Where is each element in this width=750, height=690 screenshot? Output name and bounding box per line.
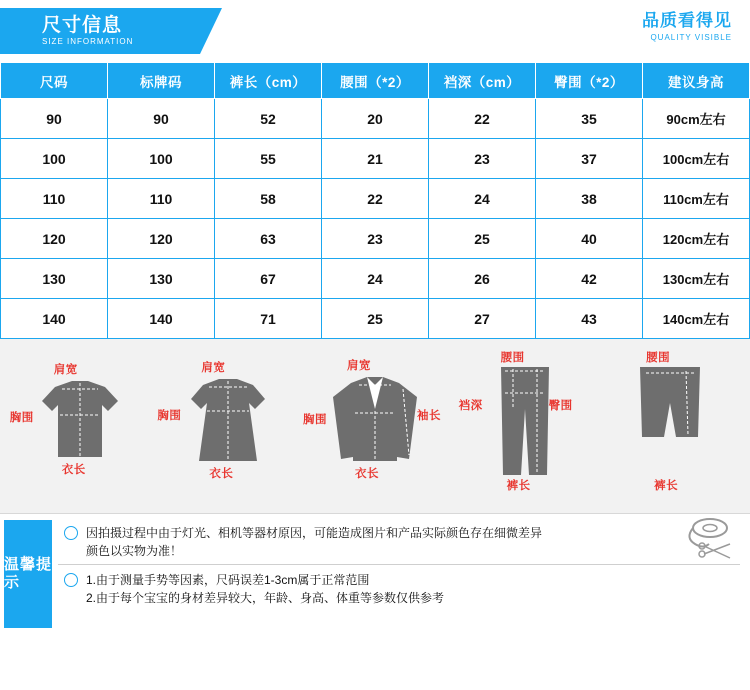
slogan-cn: 品质看得见	[642, 11, 732, 30]
note-line: 因拍摄过程中由于灯光、相机等器材原因，可能造成图片和产品实际颜色存在细微差异	[86, 526, 543, 540]
label-bust: 胸围	[9, 411, 34, 424]
table-cell: 120	[1, 219, 108, 259]
table-cell: 24	[429, 179, 536, 219]
table-cell: 120cm左右	[643, 219, 750, 259]
table-cell: 40	[536, 219, 643, 259]
table-cell: 110	[1, 179, 108, 219]
bullet-circle-icon	[64, 526, 78, 540]
header-slogan	[642, 10, 732, 43]
table-cell: 43	[536, 299, 643, 339]
bullet-circle-icon	[64, 573, 78, 587]
table-cell: 130	[108, 259, 215, 299]
diagram-tshirt	[10, 349, 150, 504]
table-cell: 27	[429, 299, 536, 339]
notes-body	[52, 514, 750, 634]
table-cell: 130	[1, 259, 108, 299]
table-cell: 55	[215, 139, 322, 179]
table-column-header: 裤长（cm）	[215, 63, 322, 99]
table-cell: 42	[536, 259, 643, 299]
table-cell: 58	[215, 179, 322, 219]
diagram-jacket	[302, 349, 445, 504]
table-cell: 140cm左右	[643, 299, 750, 339]
table-column-header: 建议身高	[643, 63, 750, 99]
table-row	[1, 219, 750, 259]
page-title-en: SIZE INFORMATION	[42, 37, 134, 46]
label-shoulder: 肩宽	[201, 361, 226, 374]
note-item	[58, 518, 740, 564]
table-cell: 120	[108, 219, 215, 259]
label-sleeve: 袖长	[416, 409, 441, 422]
table-row	[1, 139, 750, 179]
table-cell: 24	[322, 259, 429, 299]
table-cell: 22	[322, 179, 429, 219]
header-title-band	[0, 8, 200, 54]
notes-label: 温馨提示	[4, 520, 52, 628]
table-header-row	[1, 63, 750, 99]
diagram-shorts	[600, 349, 740, 504]
table-cell: 67	[215, 259, 322, 299]
table-cell: 90cm左右	[643, 99, 750, 139]
table-cell: 26	[429, 259, 536, 299]
table-cell: 90	[108, 99, 215, 139]
label-shoulder: 肩宽	[346, 359, 371, 372]
label-length: 衣长	[354, 467, 379, 480]
tape-measure-scissors-icon	[674, 516, 744, 564]
table-cell: 35	[536, 99, 643, 139]
table-cell: 22	[429, 99, 536, 139]
table-cell: 20	[322, 99, 429, 139]
measurement-diagrams	[0, 339, 750, 514]
table-column-header: 腰围（*2）	[322, 63, 429, 99]
label-length: 裤长	[654, 479, 679, 492]
table-cell: 100cm左右	[643, 139, 750, 179]
table-row	[1, 179, 750, 219]
table-row	[1, 299, 750, 339]
table-cell: 23	[429, 139, 536, 179]
note-text	[86, 524, 542, 560]
table-cell: 25	[429, 219, 536, 259]
note-text	[86, 571, 444, 607]
table-cell: 140	[108, 299, 215, 339]
table-cell: 100	[108, 139, 215, 179]
table-column-header: 臀围（*2）	[536, 63, 643, 99]
note-line: 1.由于测量手势等因素，尺码误差1-3cm属于正常范围	[86, 573, 370, 587]
label-waist: 腰围	[646, 351, 671, 364]
page-header	[0, 0, 750, 62]
notes-section	[0, 514, 750, 634]
label-bust: 胸围	[302, 413, 327, 426]
label-hip: 臀围	[548, 399, 573, 412]
label-length: 衣长	[209, 467, 234, 480]
diagram-long-pants	[453, 349, 593, 504]
table-cell: 100	[1, 139, 108, 179]
table-cell: 130cm左右	[643, 259, 750, 299]
slogan-en: QUALITY VISIBLE	[650, 33, 732, 42]
table-cell: 21	[322, 139, 429, 179]
note-item	[58, 564, 740, 611]
diagram-dress	[157, 349, 297, 504]
label-bust: 胸围	[157, 409, 182, 422]
table-column-header: 裆深（cm）	[429, 63, 536, 99]
note-line: 2.由于每个宝宝的身材差异较大，年龄、身高、体重等参数仅供参考	[86, 591, 445, 605]
table-cell: 38	[536, 179, 643, 219]
table-row	[1, 99, 750, 139]
table-cell: 63	[215, 219, 322, 259]
table-cell: 110cm左右	[643, 179, 750, 219]
label-shoulder: 肩宽	[53, 363, 78, 376]
size-table	[0, 62, 750, 339]
table-cell: 37	[536, 139, 643, 179]
tshirt-icon	[10, 349, 150, 504]
table-cell: 140	[1, 299, 108, 339]
note-line: 颜色以实物为准！	[86, 544, 183, 558]
table-cell: 52	[215, 99, 322, 139]
label-crotch: 裆深	[458, 399, 483, 412]
table-cell: 71	[215, 299, 322, 339]
table-column-header: 尺码	[1, 63, 108, 99]
table-cell: 90	[1, 99, 108, 139]
label-length: 裤长	[506, 479, 531, 492]
label-waist: 腰围	[500, 351, 525, 364]
table-row	[1, 259, 750, 299]
table-column-header: 标牌码	[108, 63, 215, 99]
page-title: 尺寸信息	[42, 15, 123, 36]
table-cell: 25	[322, 299, 429, 339]
label-length: 衣长	[61, 463, 86, 476]
table-cell: 110	[108, 179, 215, 219]
table-cell: 23	[322, 219, 429, 259]
